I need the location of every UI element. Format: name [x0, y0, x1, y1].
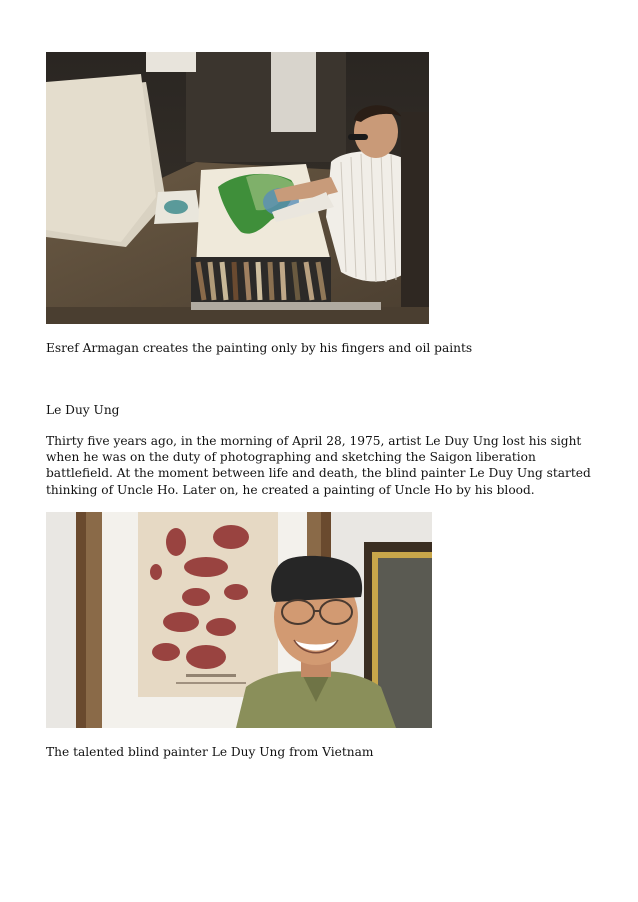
- figure-caption-2: The talented blind painter Le Duy Ung from Vietnam: [46, 745, 374, 759]
- figure-caption-1: Esref Armagan creates the painting only by his fingers and oil paints: [46, 341, 473, 355]
- section-heading: Le Duy Ung: [46, 403, 120, 417]
- photo-esref-armagan-painting: [46, 52, 429, 324]
- body-paragraph: Thirty five years ago, in the morning of April 28, 1975, artist Le Duy Ung lost his sight when he was on the duty of photographing and sketching the Saigon liberation battlefield. At the moment between life and death, the blind painter Le Duy Ung started thinking of Uncle Ho. Later on, he created a painting of Uncle Ho by his blood.: [46, 434, 591, 497]
- photo-le-duy-ung: [46, 512, 432, 728]
